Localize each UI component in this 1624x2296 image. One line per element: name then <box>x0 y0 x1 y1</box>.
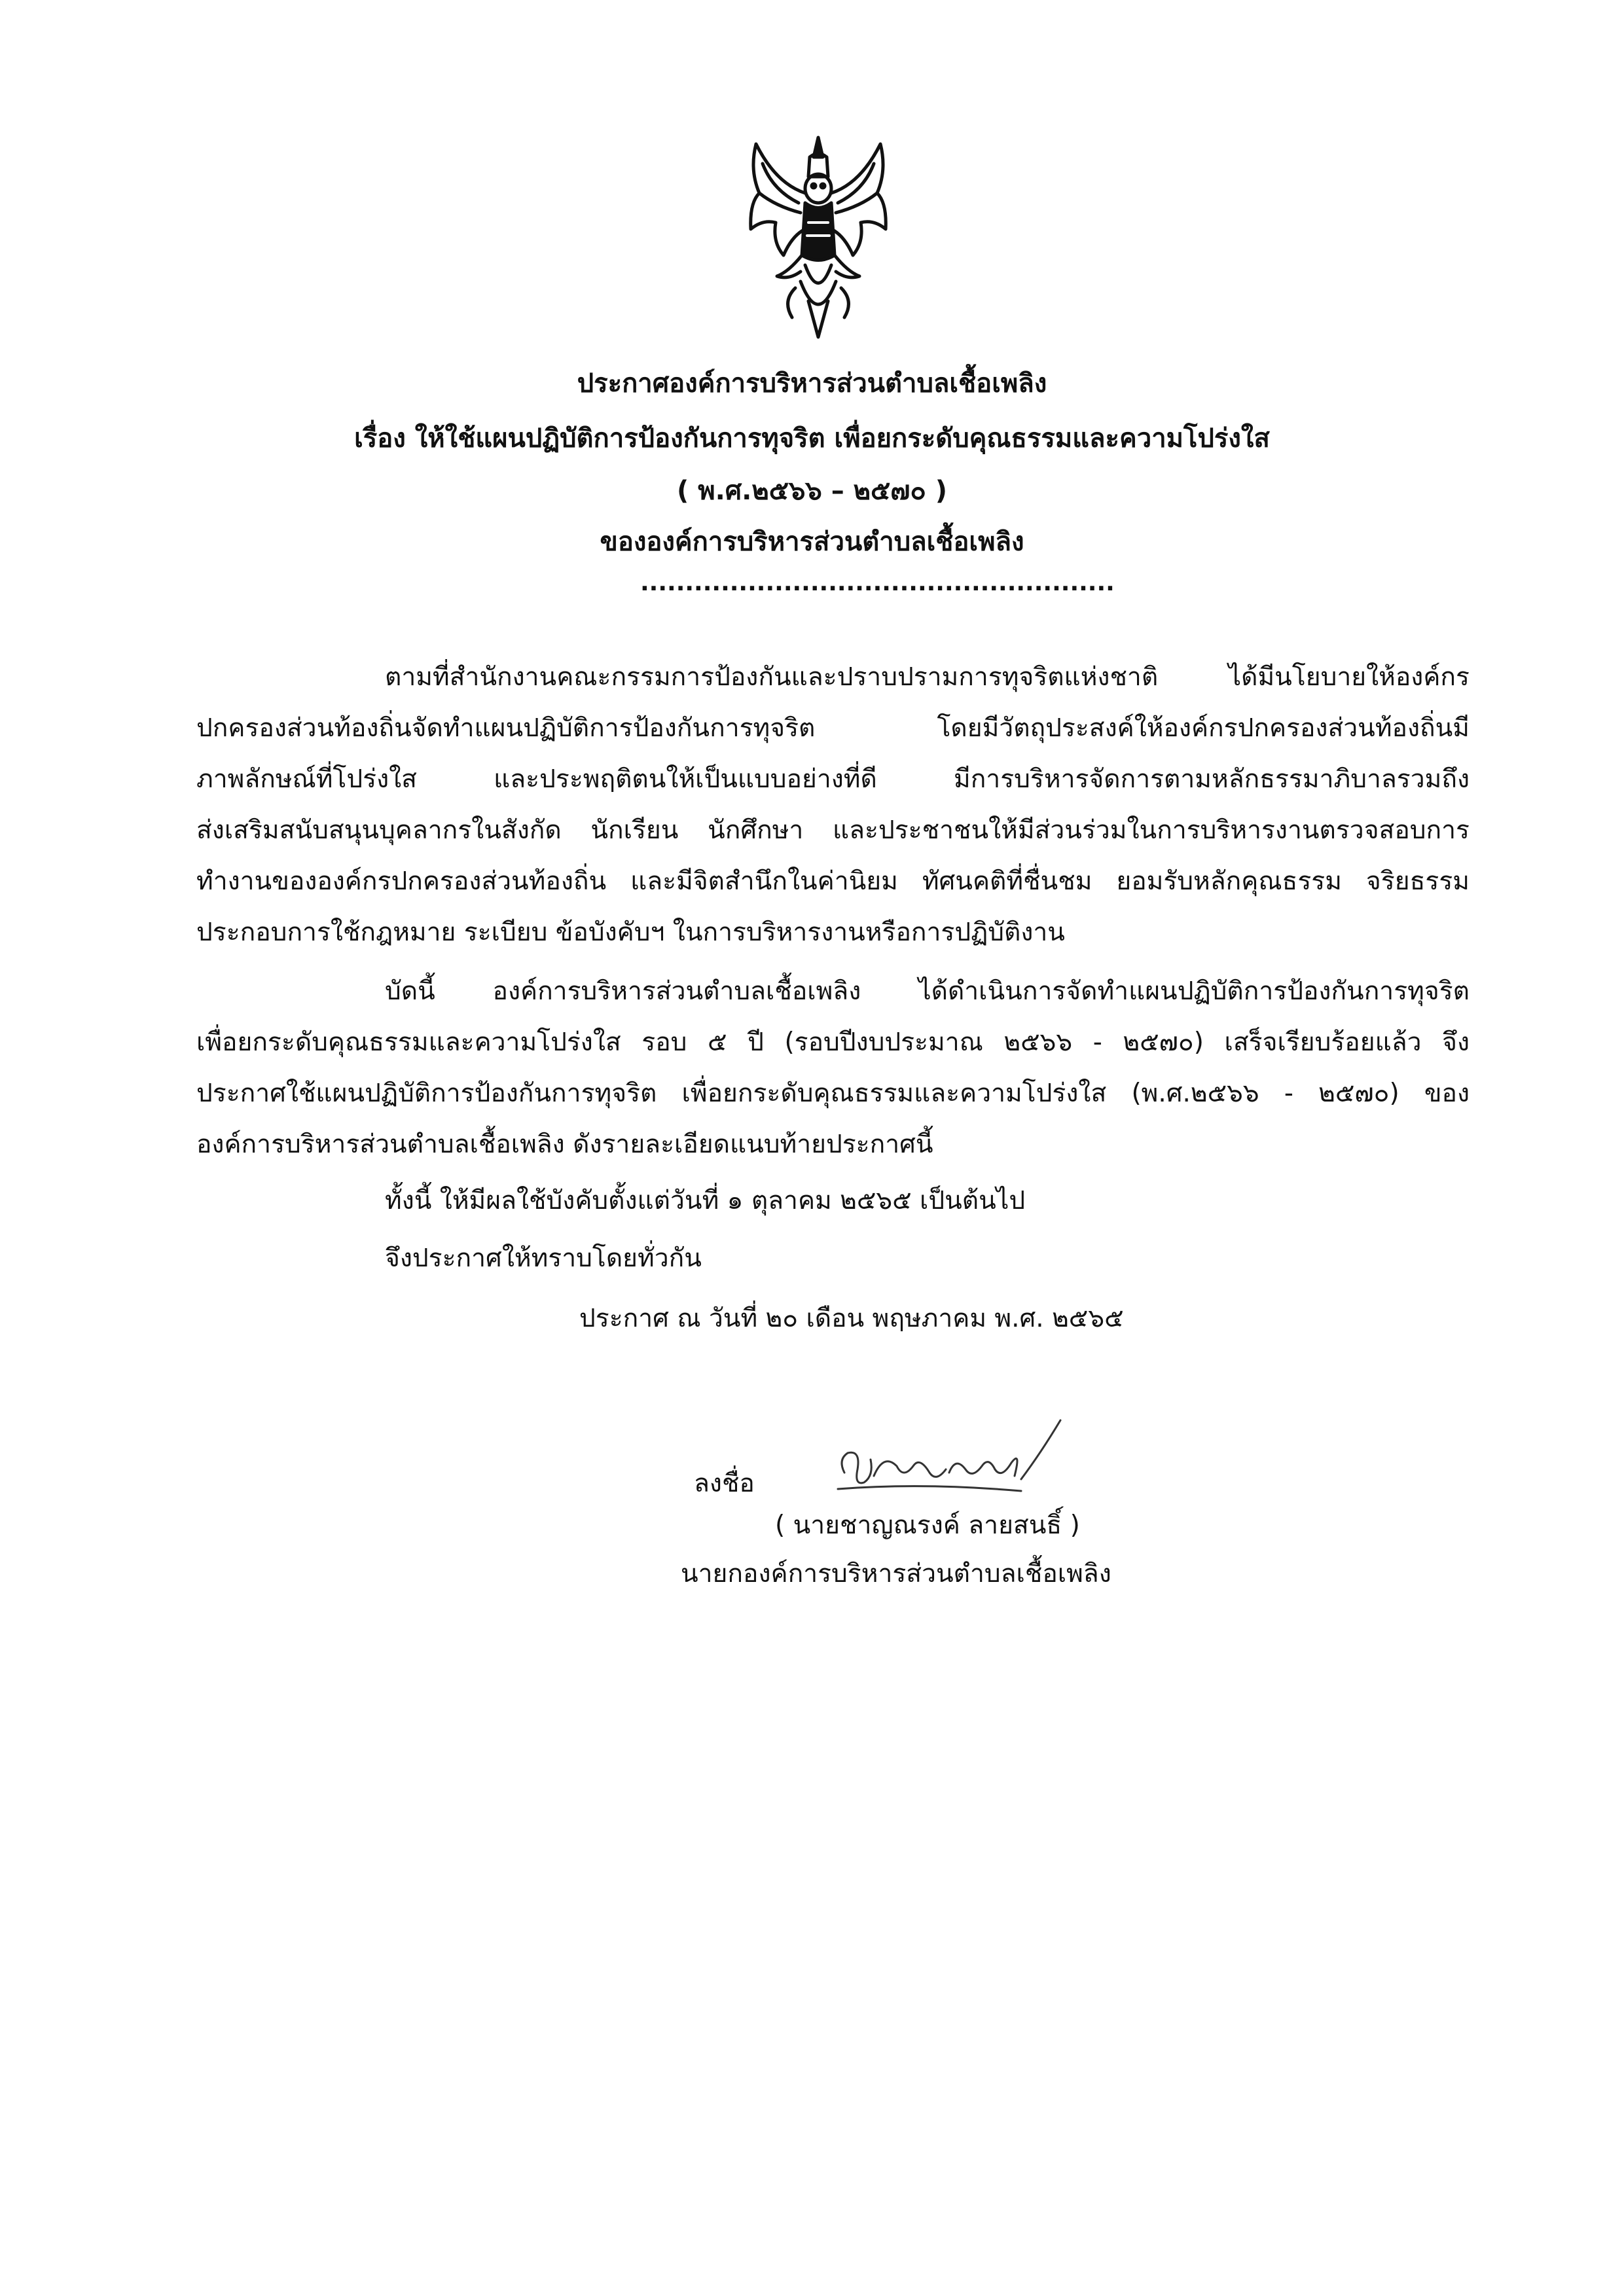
paragraph-2-line: เพื่อยกระดับคุณธรรมและความโปร่งใส รอบ ๕ ปี (รอบปีงบประมาณ ๒๕๖๖ - ๒๕๗๐) เสร็จเรียบร้อยแล้ว จึง <box>196 1028 1470 1057</box>
announcement-org: ขององค์การบริหารส่วนตำบลเชื้อเพลิง <box>600 527 1024 557</box>
paragraph-1-line: ภาพลักษณ์ที่โปร่งใส และประพฤติตนให้เป็นแบบอย่างที่ดี มีการบริหารจัดการตามหลักธรรมาภิบาลรวมถึง <box>196 764 1470 794</box>
announcement-title: ประกาศองค์การบริหารส่วนตำบลเชื้อเพลิง <box>577 368 1047 399</box>
paragraph-2-line: บัดนี้ องค์การบริหารส่วนตำบลเชื้อเพลิง ได้ดำเนินการจัดทำแผนปฏิบัติการป้องกันการทุจริต <box>385 977 1470 1006</box>
paragraph-1-line: ส่งเสริมสนับสนุนบุคลากรในสังกัด นักเรียน นักศึกษา และประชาชนให้มีส่วนร่วมในการบริหารงานตรวจสอบการ <box>196 816 1470 845</box>
announcement-date: ประกาศ ณ วันที่ ๒๐ เดือน พฤษภาคม พ.ศ. ๒๕๖๕ <box>579 1304 1124 1333</box>
paragraph-1-line: ทำงานขององค์กรปกครองส่วนท้องถิ่น และมีจิตสำนึกในค่านิยม ทัศนคติที่ชื่นชม ยอมรับหลักคุณธรรม จริยธรรม <box>196 867 1470 896</box>
signature-label: ลงชื่อ <box>694 1469 755 1498</box>
dotted-divider: ..................................................... <box>640 569 1115 596</box>
paragraph-1-line: ประกอบการใช้กฎหมาย ระเบียบ ข้อบังคับฯ ในการบริหารงานหรือการปฏิบัติงาน <box>196 918 1065 947</box>
effective-date-line: ทั้งนี้ ให้มีผลใช้บังคับตั้งแต่วันที่ ๑ ตุลาคม ๒๕๖๕ เป็นต้นไป <box>385 1186 1026 1215</box>
paragraph-2-line: ประกาศใช้แผนปฏิบัติการป้องกันการทุจริต เพื่อยกระดับคุณธรรมและความโปร่งใส (พ.ศ.๒๕๖๖ - ๒๕๗๐) ของ <box>196 1079 1470 1108</box>
signer-name: ( นายชาญณรงค์ ลายสนธิ์ ) <box>775 1511 1080 1540</box>
signer-position: นายกองค์การบริหารส่วนตำบลเชื้อเพลิง <box>681 1559 1111 1588</box>
garuda-emblem-icon <box>736 131 900 347</box>
announce-line: จึงประกาศให้ทราบโดยทั่วกัน <box>385 1244 702 1273</box>
paragraph-1-line: ตามที่สำนักงานคณะกรรมการป้องกันและปราบปรามการทุจริตแห่งชาติ ได้มีนโยบายให้องค์กร <box>385 662 1470 692</box>
announcement-period: ( พ.ศ.๒๕๖๖ – ๒๕๗๐ ) <box>677 476 947 506</box>
announcement-subject: เรื่อง ให้ใช้แผนปฏิบัติการป้องกันการทุจริต เพื่อยกระดับคุณธรรมและความโปร่งใส <box>354 423 1270 454</box>
paragraph-1-line: ปกครองส่วนท้องถิ่นจัดทำแผนปฏิบัติการป้องกันการทุจริต โดยมีวัตถุประสงค์ให้องค์กรปกครองส่วนท้องถิ่นมี <box>196 713 1470 743</box>
paragraph-2-line: องค์การบริหารส่วนตำบลเชื้อเพลิง ดังรายละเอียดแนบท้ายประกาศนี้ <box>196 1130 933 1159</box>
